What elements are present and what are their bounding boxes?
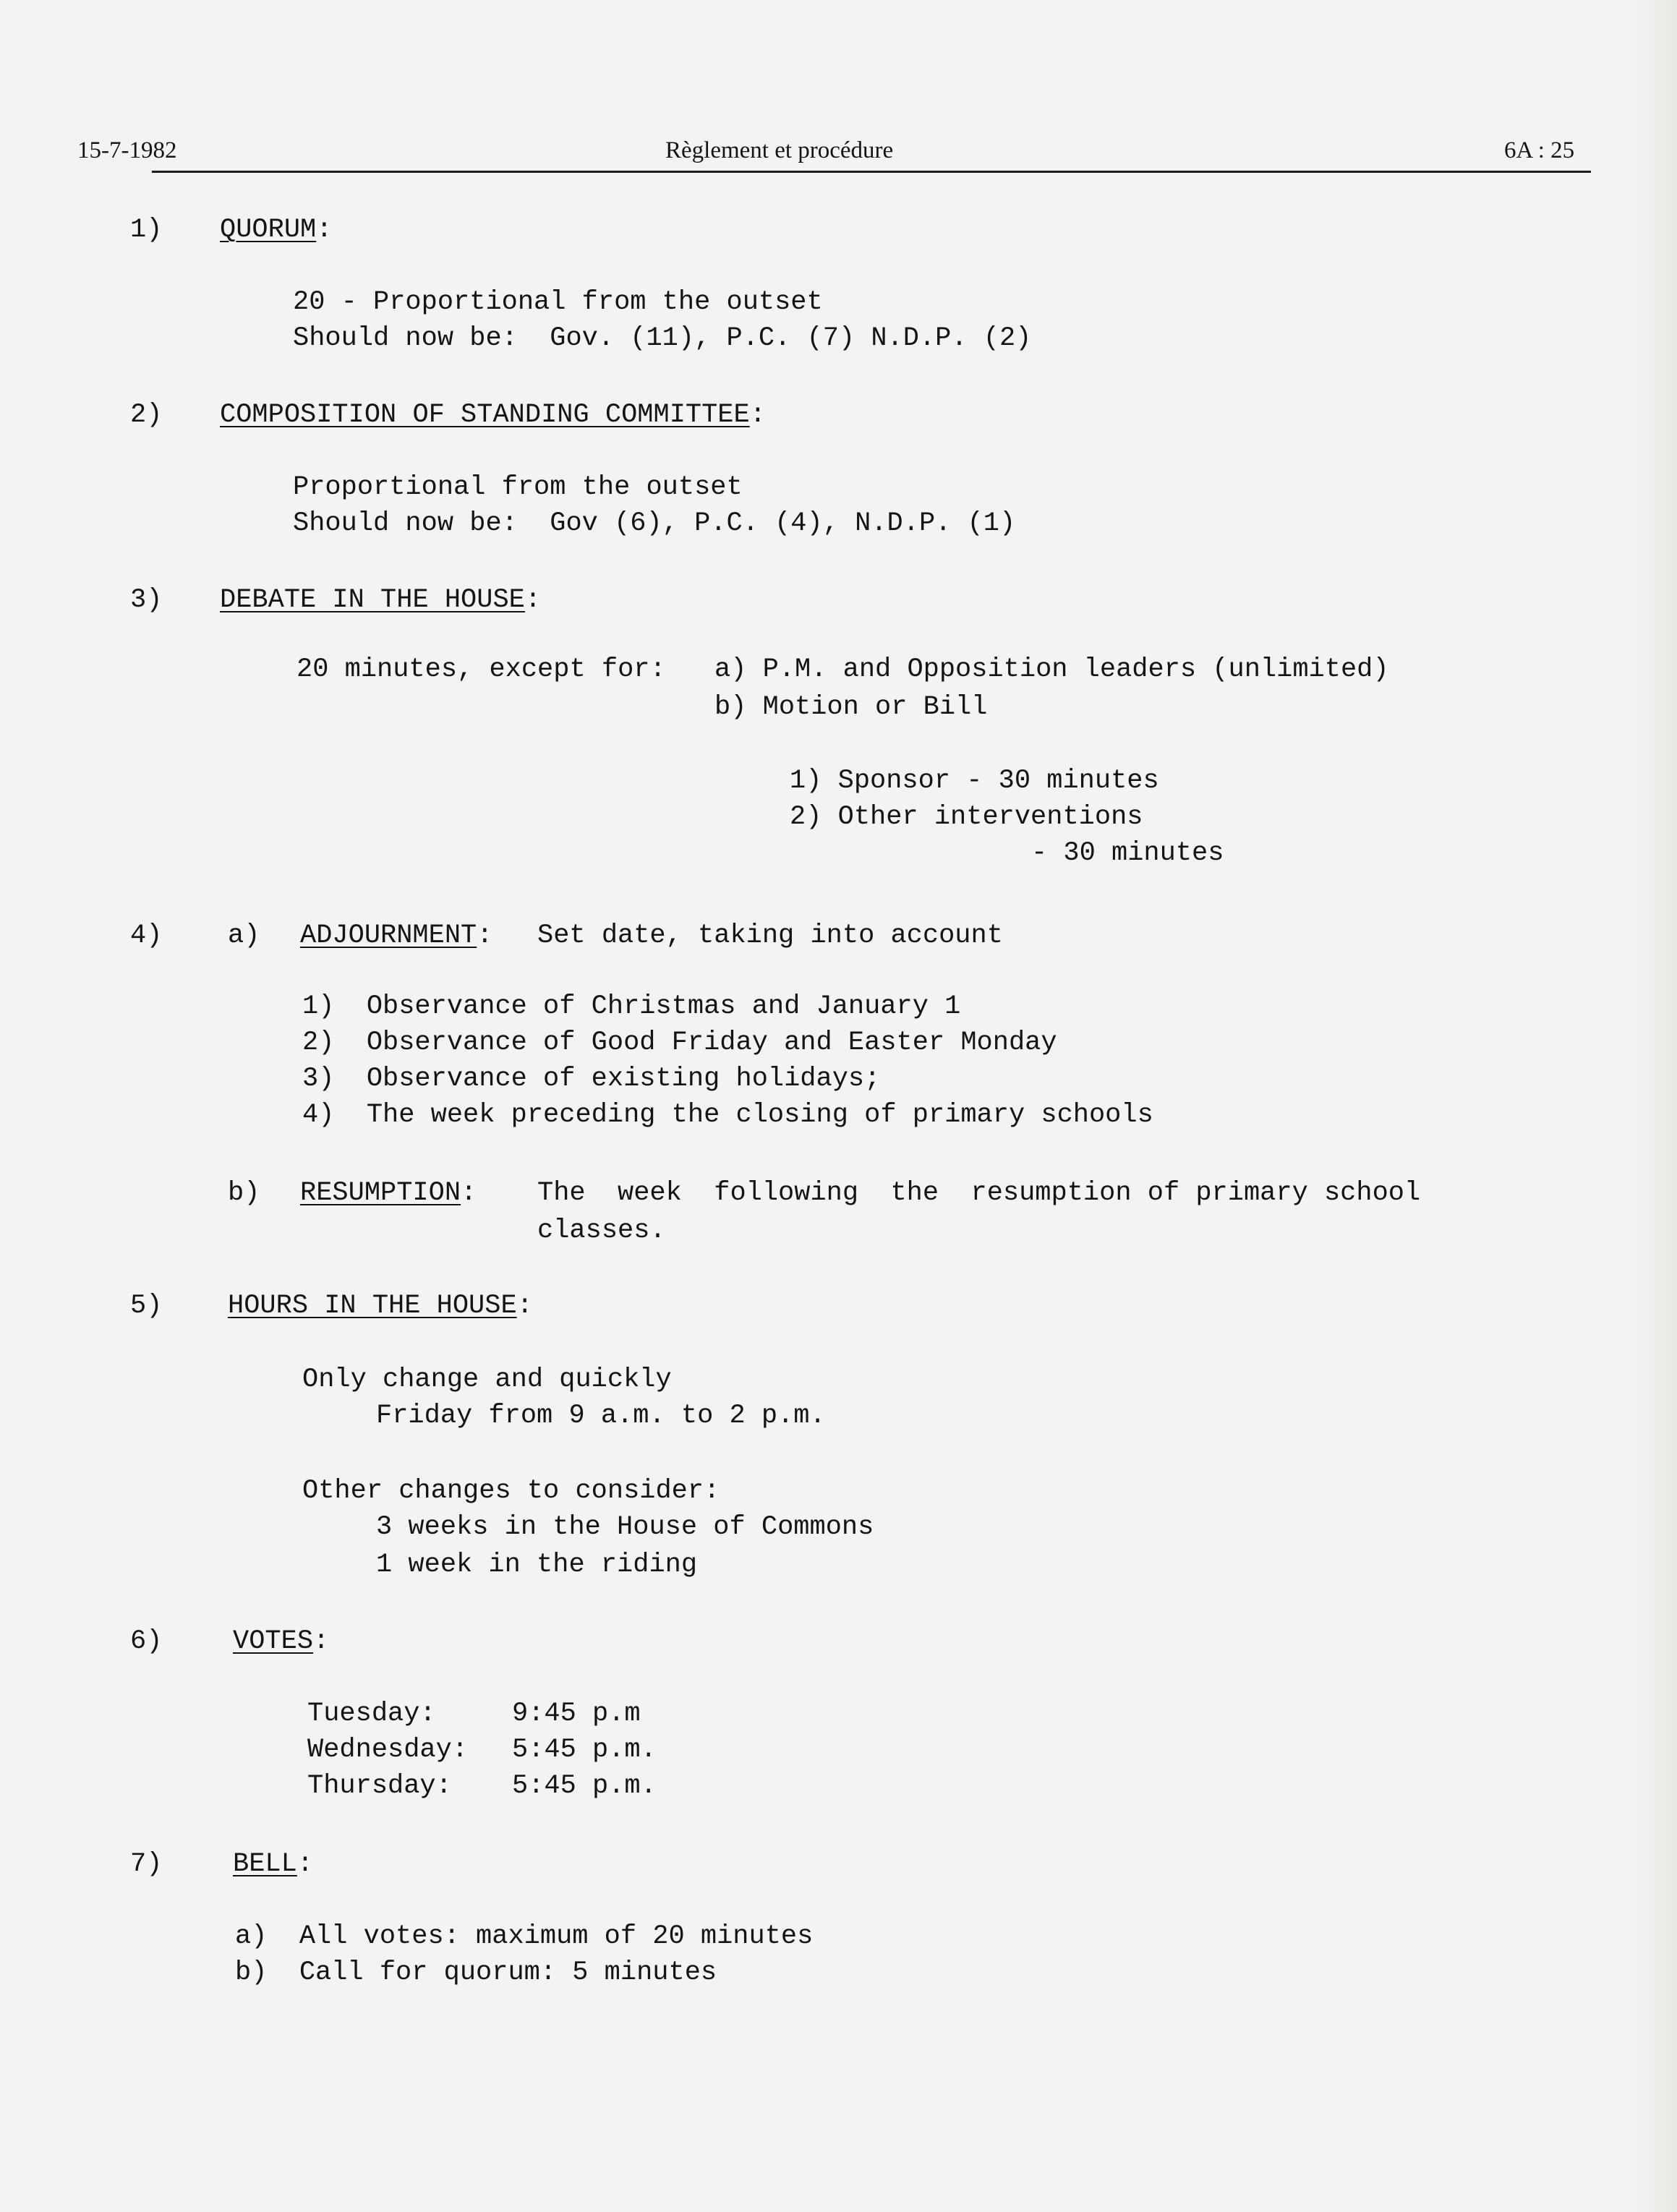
section-heading: DEBATE IN THE HOUSE	[220, 585, 525, 615]
adjournment-list-item: 1) Observance of Christmas and January 1	[302, 991, 961, 1022]
quorum-line-1: 20 - Proportional from the outset	[293, 287, 823, 317]
hours-line-3: Other changes to consider:	[302, 1476, 720, 1506]
hours-line-4: 3 weeks in the House of Commons	[376, 1512, 874, 1542]
header-page-ref: 6A : 25	[1504, 137, 1575, 163]
section-heading: VOTES	[233, 1626, 314, 1657]
vote-time: 5:45 p.m.	[512, 1735, 657, 1765]
debate-item-a: a) P.M. and Opposition leaders (unlimited)	[714, 654, 1389, 685]
vote-day: Thursday:	[307, 1771, 452, 1801]
adjournment-list-item: 4) The week preceding the closing of primary schools	[302, 1100, 1153, 1130]
bell-item-b: b) Call for quorum: 5 minutes	[235, 1957, 717, 1988]
adjournment-list-item: 2) Observance of Good Friday and Easter Monday	[302, 1028, 1057, 1058]
resumption-letter: b)	[228, 1178, 260, 1208]
page-edge-shadow	[1634, 0, 1677, 2212]
composition-line-2: Should now be: Gov (6), P.C. (4), N.D.P. (1)	[293, 508, 1016, 539]
adjournment-letter: a)	[228, 921, 260, 951]
quorum-line-2: Should now be: Gov. (11), P.C. (7) N.D.P. (2)	[293, 323, 1032, 354]
adjournment-heading: ADJOURNMENT	[300, 921, 477, 951]
bell-item-a: a) All votes: maximum of 20 minutes	[235, 1921, 814, 1952]
document-page: 15-7-1982 Règlement et procédure 6A : 25 1) QUORUM: 20 - Proportional from the outset Should now be: Gov. (11), P.C. (7) N.D.P. (2) 2) COMPOSITION OF STANDING COMMITTEE: Proportional from the outset Should now be: Gov (6), P.C. (4), N.D.P. (1) 3) DEBATE IN THE HOUSE: 20 minutes, except for: a) P.M. and Opposition leaders (unlimited) b) Motion or Bill 1) Sponsor - 30 minutes 2) Other interventions - 30 minutes 4) a) ADJOURNMENT: Set date, taking into account 1) Observance of Christmas and January 1 2) Observance of Good Friday and Easter Monday 3) Observance of existing holidays; 4) The week preceding the closing of primary schools b) RESUMPTION: The week following the resumption of primary school classes. 5) HOURS IN THE HOUSE: Only change and quickly Friday from 9 a.m. to 2 p.m. Other changes to consider: 3 weeks in the House of Commons 1 week in the riding 6) VOTES: Tuesday: 9:45 p.m Wednesday: 5:45 p.m. Thursday: 5:45 p.m. 7) BELL: a) All votes: maximum of 20 minutes b) Call for quorum: 5 minutes	[0, 0, 1677, 2212]
hours-line-1: Only change and quickly	[302, 1365, 672, 1395]
section-number: 5)	[130, 1291, 163, 1321]
section-number: 4)	[130, 921, 163, 951]
hours-line-2: Friday from 9 a.m. to 2 p.m.	[376, 1401, 826, 1431]
resumption-heading: RESUMPTION	[300, 1178, 461, 1208]
adjournment-list-item: 3) Observance of existing holidays;	[302, 1064, 881, 1094]
debate-lead: 20 minutes, except for:	[296, 654, 666, 685]
debate-item-b2-cont: - 30 minutes	[1031, 838, 1224, 868]
section-number: 6)	[130, 1626, 163, 1657]
section-number: 7)	[130, 1849, 163, 1879]
debate-item-b2: 2) Other interventions	[790, 802, 1143, 832]
header-title: Règlement et procédure	[665, 137, 894, 163]
section-number: 1)	[130, 215, 163, 245]
vote-day: Wednesday:	[307, 1735, 469, 1765]
resumption-text: The week following the resumption of primary school	[537, 1178, 1421, 1208]
debate-item-b1: 1) Sponsor - 30 minutes	[790, 766, 1159, 796]
vote-time: 9:45 p.m	[512, 1699, 641, 1729]
vote-time: 5:45 p.m.	[512, 1771, 657, 1801]
debate-item-b: b) Motion or Bill	[714, 692, 988, 722]
hours-line-5: 1 week in the riding	[376, 1550, 698, 1580]
header-rule	[152, 171, 1591, 173]
resumption-text-cont: classes.	[537, 1216, 666, 1246]
header-date: 15-7-1982	[77, 137, 177, 163]
section-heading: QUORUM	[220, 215, 317, 245]
section-heading: BELL	[233, 1849, 297, 1879]
section-number: 2)	[130, 400, 163, 430]
adjournment-text: Set date, taking into account	[537, 921, 1003, 951]
section-heading: COMPOSITION OF STANDING COMMITTEE	[220, 400, 750, 430]
section-heading: HOURS IN THE HOUSE	[228, 1291, 517, 1321]
section-number: 3)	[130, 585, 163, 615]
vote-day: Tuesday:	[307, 1699, 436, 1729]
composition-line-1: Proportional from the outset	[293, 472, 743, 503]
